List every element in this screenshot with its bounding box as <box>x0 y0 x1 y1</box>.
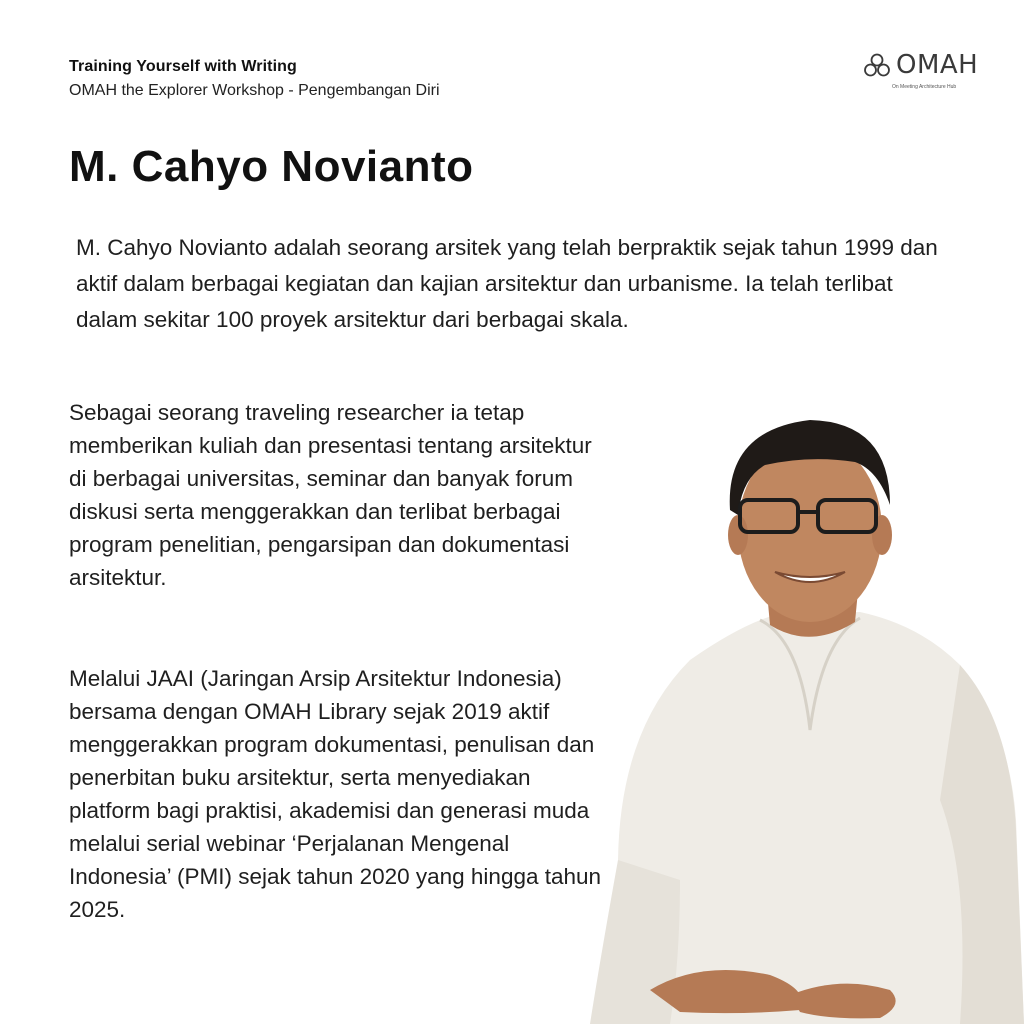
header-subtitle: OMAH the Explorer Workshop - Pengembangan Diri <box>69 82 440 99</box>
omah-logo <box>862 50 982 96</box>
bio-paragraph-jaai: Melalui JAAI (Jaringan Arsip Arsitektur Indonesia) bersama dengan OMAH Library sejak 2019 aktif menggerakkan program dokumentasi, penulisan dan penerbitan buku arsitektur, serta menyediakan platform bagi praktisi, akademisi dan generasi muda melalui serial webinar ‘Perjalanan Mengenal Indonesia’ (PMI) sejak tahun 2020 yang hingga tahun 2025. <box>69 666 602 922</box>
speaker-portrait <box>560 400 1024 1024</box>
logo-wordmark: OMAH <box>896 50 979 80</box>
header-title: Training Yourself with Writing <box>69 58 297 75</box>
bio-paragraph-research: Sebagai seorang traveling researcher ia tetap memberikan kuliah dan presentasi tentang arsitektur di berbagai universitas, seminar dan banyak forum diskusi serta menggerakkan dan terlibat berbagai program penelitian, pengarsipan dan dokumentasi arsitektur. <box>69 400 592 590</box>
speaker-name: M. Cahyo Novianto <box>69 142 474 191</box>
trefoil-logo-icon <box>862 52 892 78</box>
bio-intro: M. Cahyo Novianto adalah seorang arsitek yang telah berpraktik sejak tahun 1999 dan aktif dalam berbagai kegiatan dan kajian arsitektur dan urbanisme. Ia telah terlibat dalam sekitar 100 proyek arsitektur dari berbagai skala. <box>76 235 938 332</box>
logo-tagline: On Meeting Architecture Hub <box>892 84 957 90</box>
